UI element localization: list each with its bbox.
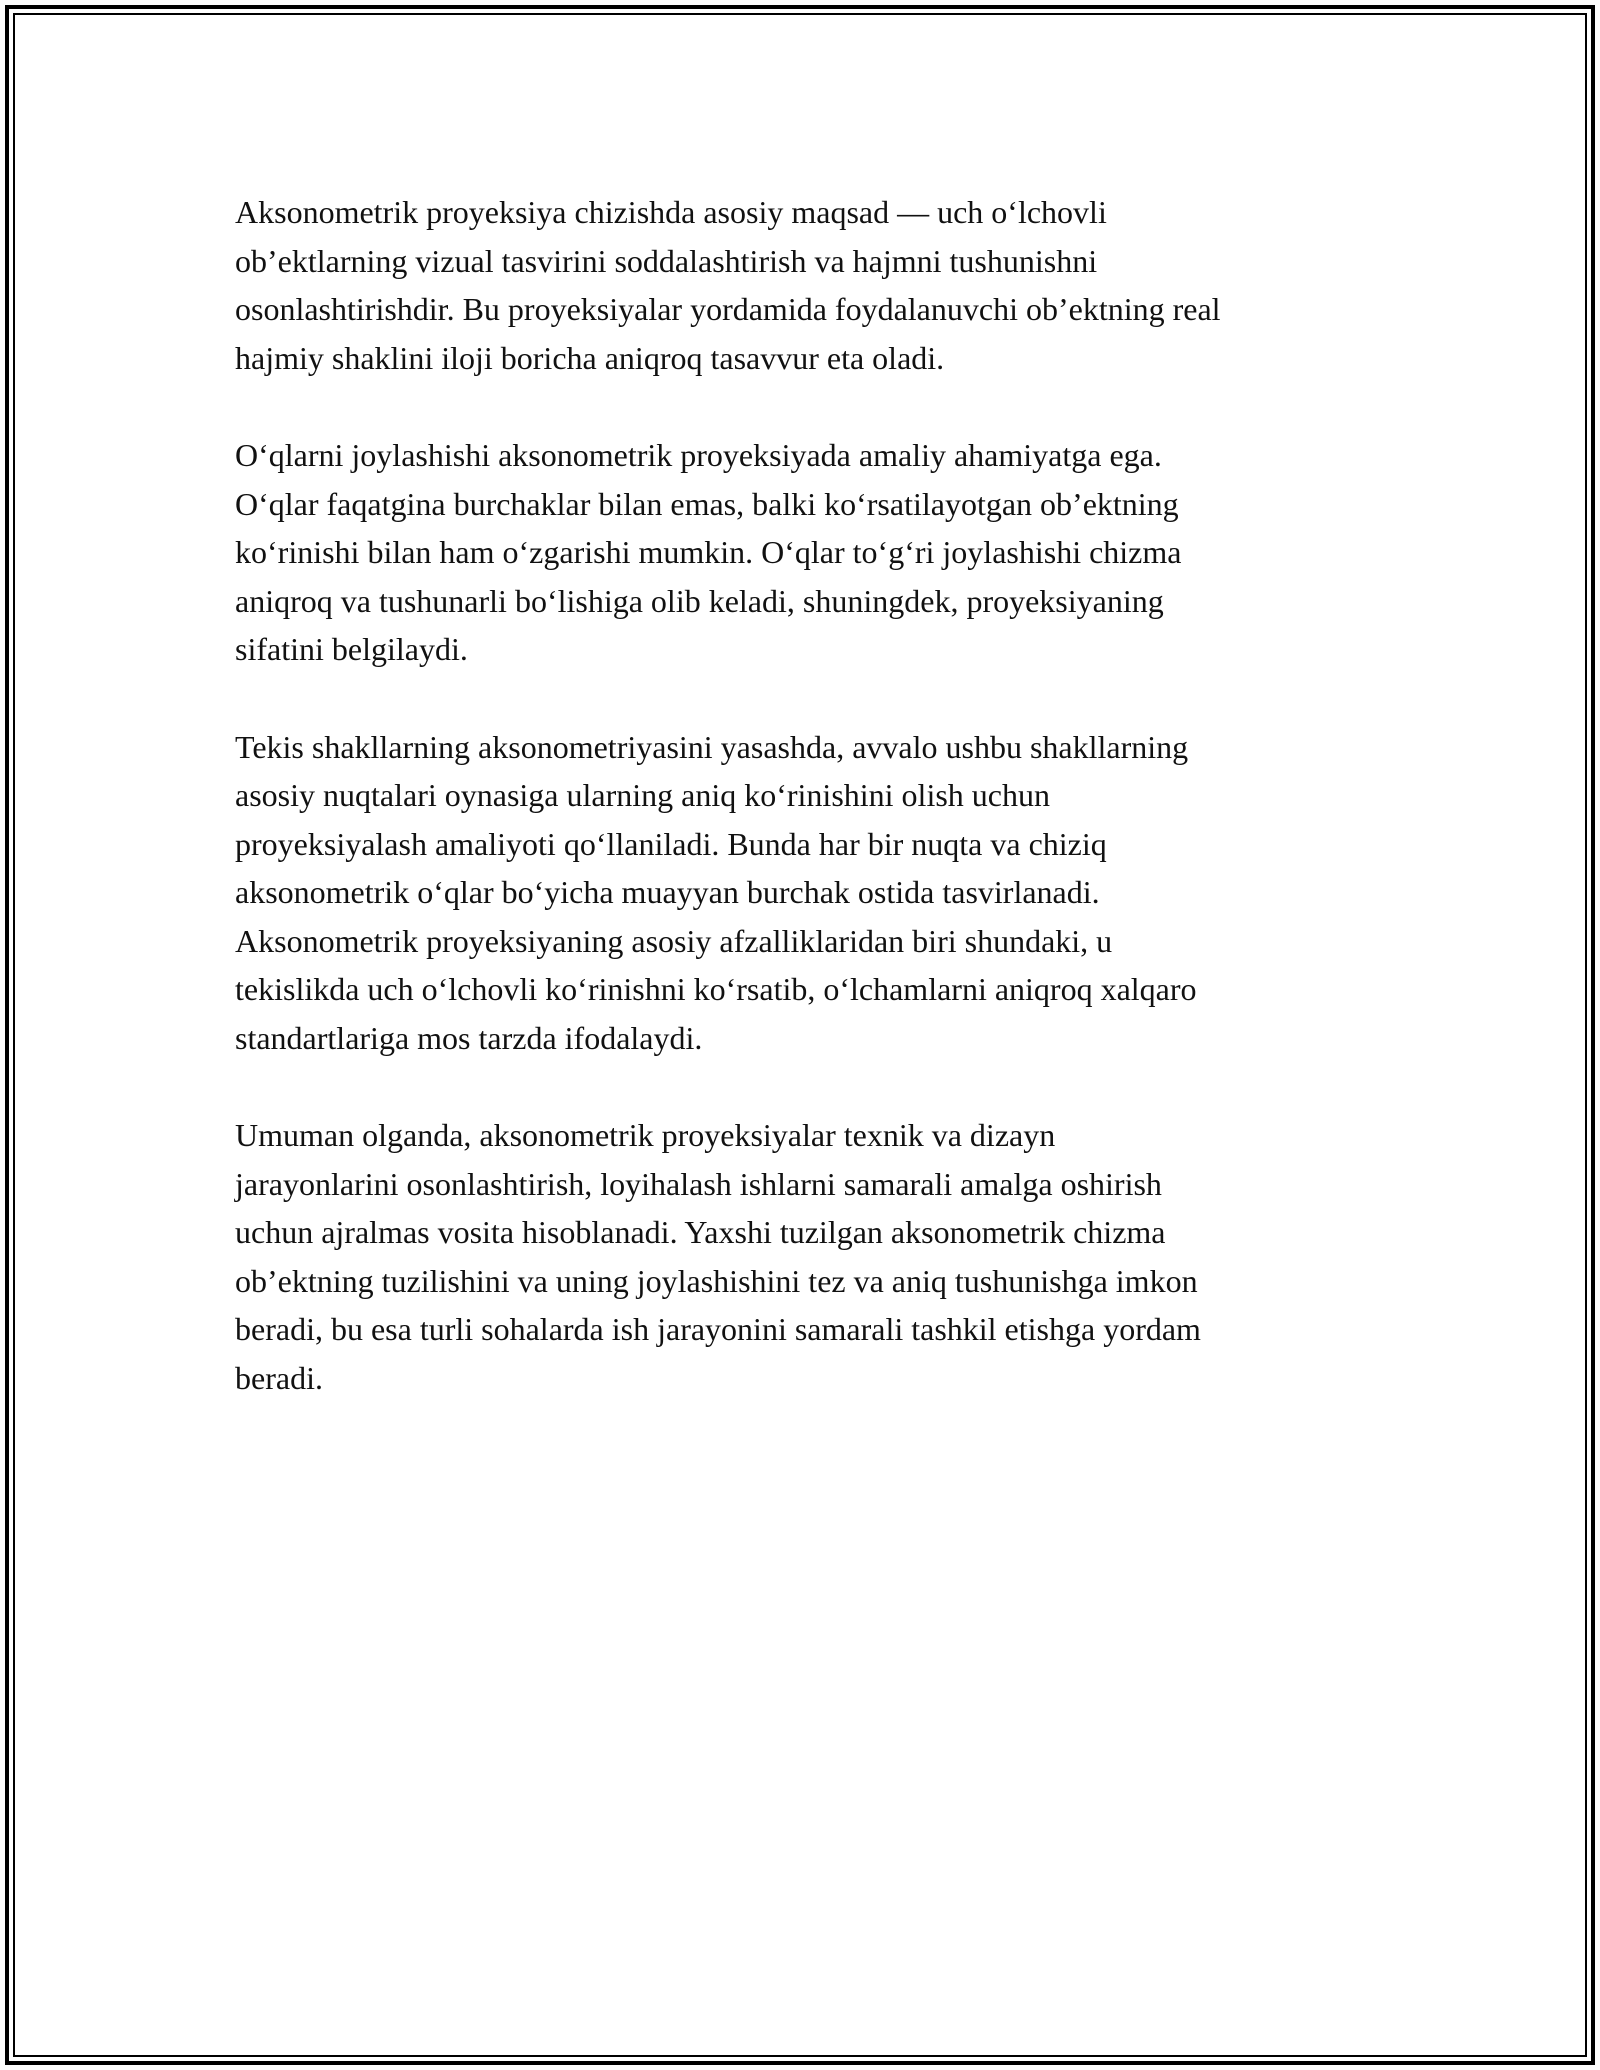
paragraph-line: beradi. <box>235 1359 323 1396</box>
paragraph-line: O‘qlar faqatgina burchaklar bilan emas, balki ko‘rsatilayotgan ob’ektning <box>235 485 1179 522</box>
paragraph-line: asosiy nuqtalari oynasiga ularning aniq ko‘rinishini olish uchun <box>235 777 1050 813</box>
paragraph-line: beradi, bu esa turli sohalarda ish jarayonini samarali tashkil etishga yordam <box>235 1311 1201 1347</box>
paragraph-line: Tekis shakllarning aksonometriyasini yasashda, avvalo ushbu shakllarning <box>235 728 1189 765</box>
paragraph-line: Aksonometrik proyeksiya chizishda asosiy maqsad — uch o‘lchovli <box>235 194 1107 230</box>
paragraph-line: Umuman olganda, aksonometrik proyeksiyalar texnik va dizayn <box>235 1117 1056 1153</box>
paragraph-3 <box>235 723 1375 1063</box>
paragraph-line: jarayonlarini osonlashtirish, loyihalash ishlarni samarali amalga oshirish <box>235 1165 1162 1202</box>
paragraph-1 <box>235 188 1375 382</box>
paragraph-line: uchun ajralmas vosita hisoblanadi. Yaxshi tuzilgan aksonometrik chizma <box>235 1214 1166 1250</box>
paragraph-line: sifatini belgilaydi. <box>235 631 468 667</box>
paragraph-line: ob’ektning tuzilishini va uning joylashishini tez va aniq tushunishga imkon <box>235 1262 1198 1299</box>
document-body <box>235 188 1375 1451</box>
paragraph-line: hajmiy shaklini iloji boricha aniqroq tasavvur eta oladi. <box>235 339 945 376</box>
paragraph-line: ob’ektlarning vizual tasvirini soddalashtirish va hajmni tushunishni <box>235 242 1098 279</box>
paragraph-2 <box>235 431 1375 674</box>
paragraph-4 <box>235 1111 1375 1402</box>
paragraph-line: aksonometrik o‘qlar bo‘yicha muayyan burchak ostida tasvirlanadi. <box>235 874 1100 910</box>
paragraph-line: Aksonometrik proyeksiyaning asosiy afzalliklaridan biri shundaki, u <box>235 922 1113 959</box>
paragraph-line: osonlashtirishdir. Bu proyeksiyalar yordamida foydalanuvchi ob’ektning real <box>235 291 1221 327</box>
paragraph-line: proyeksiyalash amaliyoti qo‘llaniladi. Bunda har bir nuqta va chiziq <box>235 825 1107 862</box>
paragraph-line: tekislikda uch o‘lchovli ko‘rinishni ko‘rsatib, o‘lchamlarni aniqroq xalqaro <box>235 971 1197 1007</box>
paragraph-line: ko‘rinishi bilan ham o‘zgarishi mumkin. O‘qlar to‘g‘ri joylashishi chizma <box>235 534 1182 570</box>
paragraph-line: O‘qlarni joylashishi aksonometrik proyeksiyada amaliy ahamiyatga ega. <box>235 437 1162 473</box>
paragraph-line: standartlariga mos tarzda ifodalaydi. <box>235 1019 703 1056</box>
paragraph-line: aniqroq va tushunarli bo‘lishiga olib keladi, shuningdek, proyeksiyaning <box>235 582 1164 619</box>
